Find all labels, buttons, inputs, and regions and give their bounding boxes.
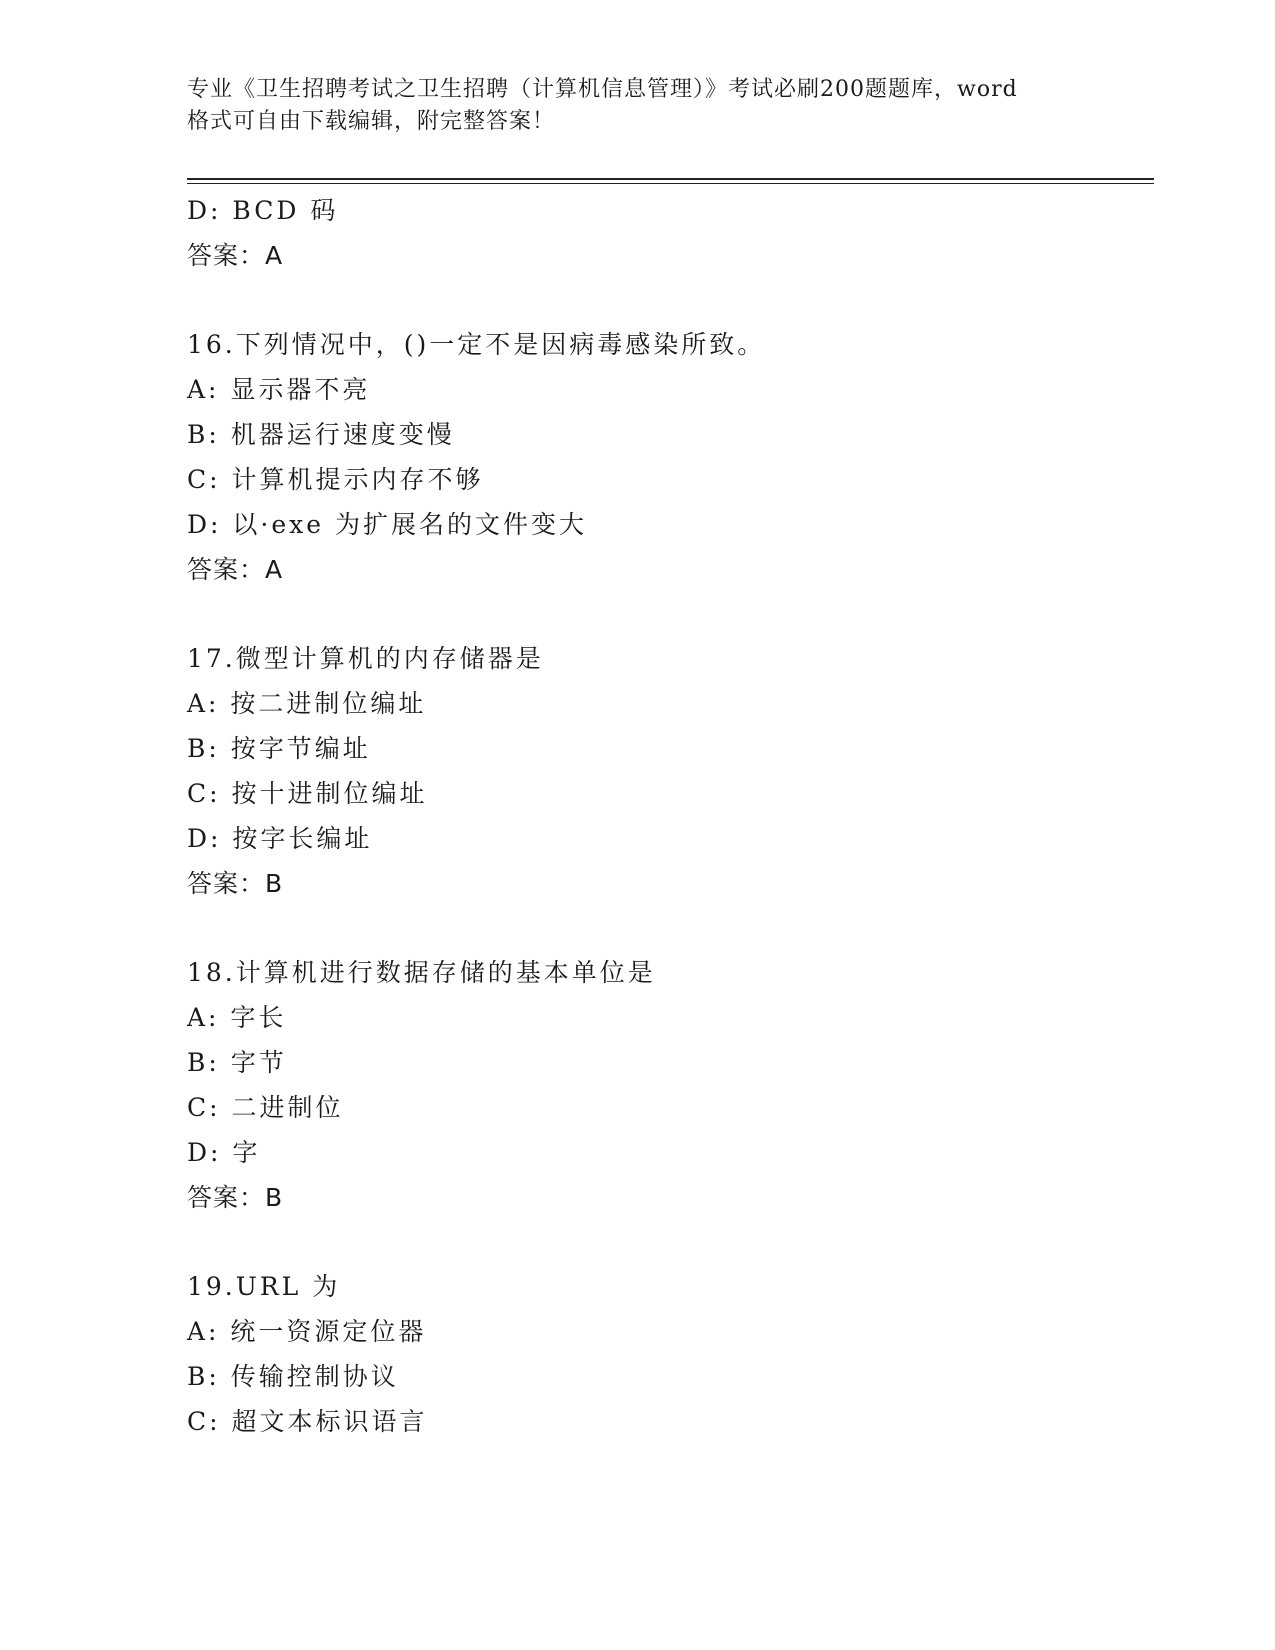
header-divider-thick (187, 178, 1154, 180)
option-b: B: 传输控制协议 (187, 1362, 399, 1391)
option-d: D: 按字长编址 (187, 824, 373, 853)
header-title-line-2: 格式可自由下载编辑，附完整答案！ (187, 109, 556, 134)
spacer (187, 906, 1147, 950)
option-a: A: 按二进制位编址 (187, 689, 427, 718)
question-18 (187, 950, 1147, 1220)
spacer (187, 592, 1147, 636)
answer: 答案：A (187, 555, 284, 584)
option-c: C: 超文本标识语言 (187, 1407, 428, 1436)
option-b: B: 按字节编址 (187, 734, 371, 763)
option-a: A: 显示器不亮 (187, 375, 371, 404)
question-stem: 16.下列情况中，()一定不是因病毒感染所致。 (187, 330, 766, 359)
question-stem: 19.URL 为 (187, 1272, 341, 1301)
option-d: D: 以·exe 为扩展名的文件变大 (187, 510, 587, 539)
option-c: C: 按十进制位编址 (187, 779, 428, 808)
option-d: D: 字 (187, 1138, 261, 1167)
option-a: A: 字长 (187, 1003, 287, 1032)
header-divider-thin (187, 183, 1154, 184)
option-c: C: 计算机提示内存不够 (187, 465, 484, 494)
option-b: B: 字节 (187, 1048, 287, 1077)
question-16 (187, 322, 1147, 592)
spacer (187, 1220, 1147, 1264)
document-header (187, 74, 1087, 138)
option-a: A: 统一资源定位器 (187, 1317, 427, 1346)
question-17 (187, 636, 1147, 906)
carryover-option-d: D: BCD 码 (187, 196, 339, 225)
option-c: C: 二进制位 (187, 1093, 344, 1122)
spacer (187, 278, 1147, 322)
carryover-answer: 答案：A (187, 241, 284, 270)
answer: 答案：B (187, 1183, 284, 1212)
question-19 (187, 1264, 1147, 1444)
question-list (187, 188, 1147, 1444)
answer: 答案：B (187, 869, 284, 898)
question-stem: 17.微型计算机的内存储器是 (187, 644, 544, 673)
header-title-line-1: 专业《卫生招聘考试之卫生招聘（计算机信息管理）》考试必刷200题题库，word (187, 77, 1018, 102)
question-stem: 18.计算机进行数据存储的基本单位是 (187, 958, 656, 987)
option-b: B: 机器运行速度变慢 (187, 420, 455, 449)
